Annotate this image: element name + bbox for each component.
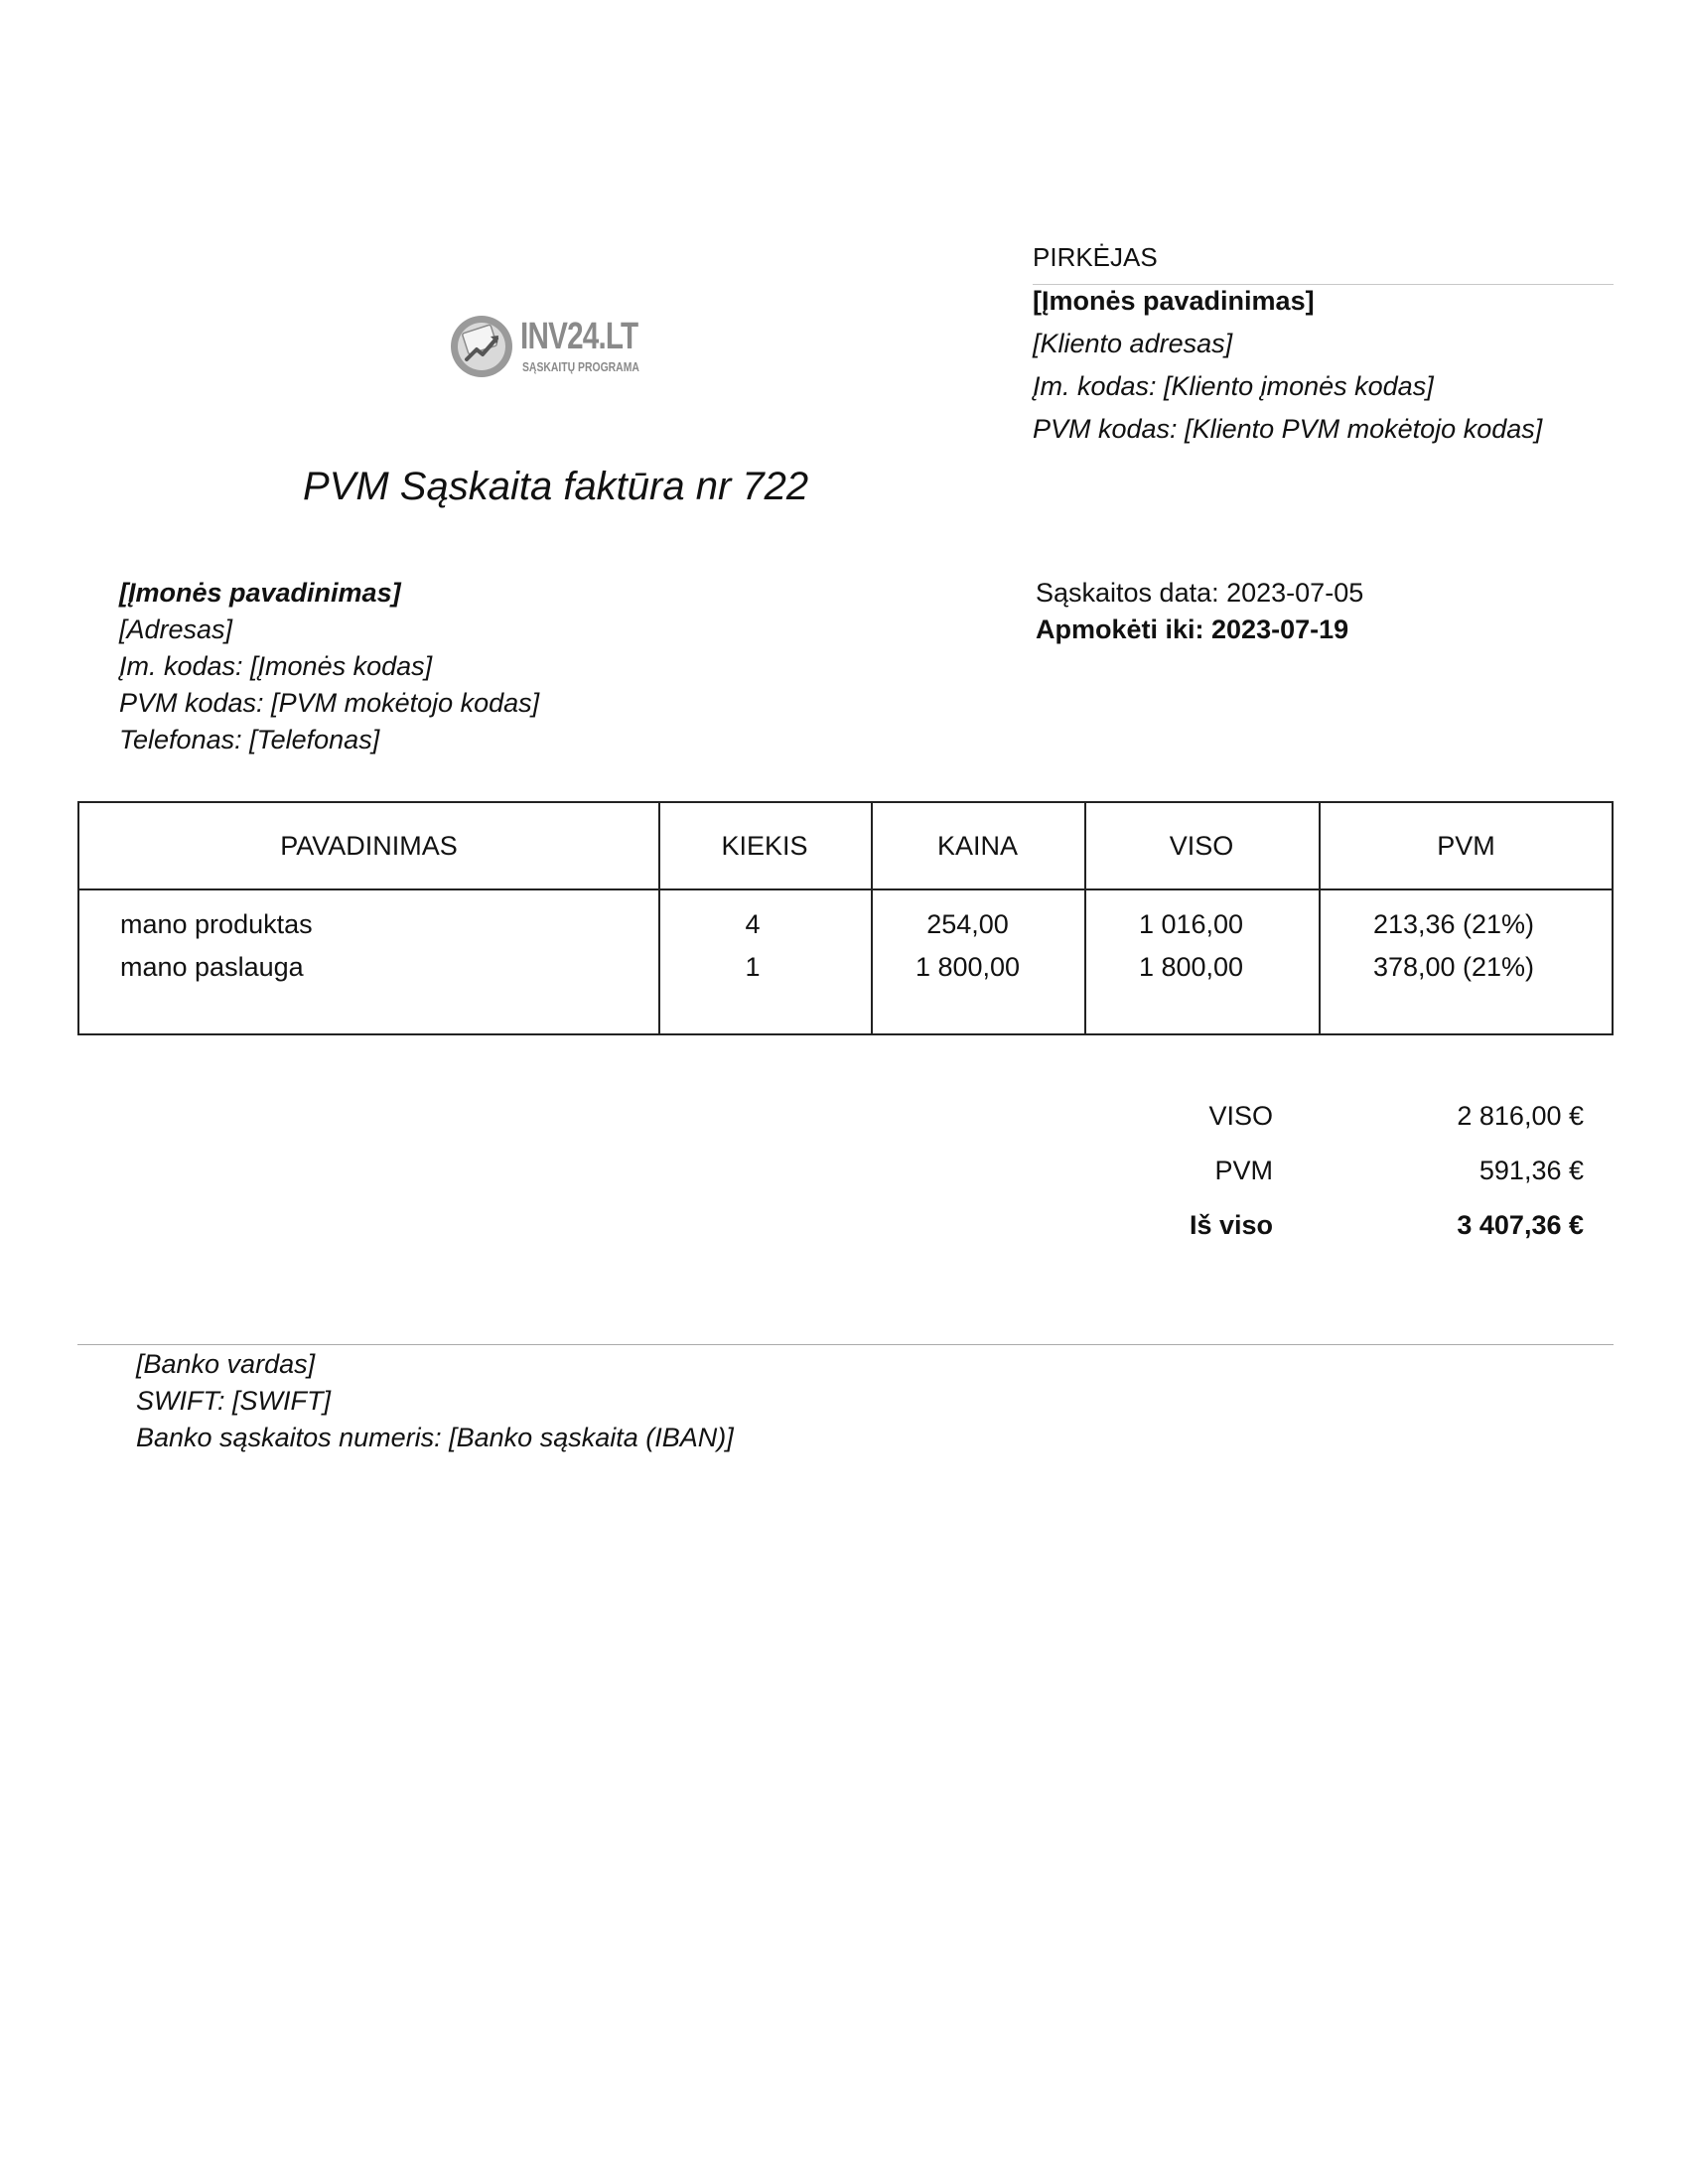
row2-price: 1 800,00 bbox=[914, 952, 1021, 982]
row1-total: 1 016,00 bbox=[1138, 909, 1244, 939]
buyer-company-code: Įm. kodas: [Kliento įmonės kodas] bbox=[1033, 371, 1434, 401]
seller-company-code: Įm. kodas: [Įmonės kodas] bbox=[119, 651, 433, 681]
seller-phone: Telefonas: [Telefonas] bbox=[119, 725, 380, 754]
subtotal-value: 2 816,00 € bbox=[1457, 1101, 1584, 1131]
row1-vat: 213,36 (21%) bbox=[1372, 909, 1535, 939]
header-quantity: KIEKIS bbox=[721, 830, 808, 861]
logo-tagline: SĄSKAITŲ PROGRAMA bbox=[522, 359, 639, 374]
header-price: KAINA bbox=[936, 830, 1019, 861]
logo-emblem-icon bbox=[447, 312, 516, 381]
bank-account: Banko sąskaitos numeris: [Banko sąskaita (IBAN)] bbox=[136, 1423, 734, 1452]
row1-quantity: 4 bbox=[745, 909, 761, 939]
grand-total-value: 3 407,36 € bbox=[1457, 1210, 1584, 1240]
invoice-date: Sąskaitos data: 2023-07-05 bbox=[1036, 578, 1364, 608]
row1-name: mano produktas bbox=[120, 909, 313, 939]
footer-divider bbox=[77, 1344, 1614, 1345]
vat-label: PVM bbox=[1214, 1156, 1273, 1185]
seller-vat-code: PVM kodas: [PVM mokėtojo kodas] bbox=[119, 688, 540, 718]
invoice-title: PVM Sąskaita faktūra nr 722 bbox=[303, 465, 809, 508]
row2-quantity: 1 bbox=[745, 952, 761, 982]
buyer-company: [Įmonės pavadinimas] bbox=[1033, 286, 1315, 316]
vat-value: 591,36 € bbox=[1478, 1156, 1584, 1185]
header-name: PAVADINIMAS bbox=[280, 830, 458, 861]
seller-address: [Adresas] bbox=[119, 614, 233, 644]
buyer-address: [Kliento adresas] bbox=[1033, 329, 1233, 358]
items-table bbox=[77, 801, 1614, 1035]
grand-total-label: Iš viso bbox=[1189, 1210, 1273, 1240]
buyer-divider bbox=[1033, 284, 1614, 285]
bank-name: [Banko vardas] bbox=[136, 1349, 316, 1379]
buyer-heading: PIRKĖJAS bbox=[1033, 242, 1158, 272]
due-date: Apmokėti iki: 2023-07-19 bbox=[1036, 614, 1349, 644]
header-total: VISO bbox=[1169, 830, 1234, 861]
seller-company: [Įmonės pavadinimas] bbox=[119, 578, 401, 608]
row2-vat: 378,00 (21%) bbox=[1372, 952, 1535, 982]
company-logo bbox=[447, 308, 655, 387]
row1-price: 254,00 bbox=[926, 909, 1009, 939]
buyer-vat-code: PVM kodas: [Kliento PVM mokėtojo kodas] bbox=[1033, 414, 1543, 444]
logo-wordmark: INV24.LT bbox=[520, 316, 638, 357]
subtotal-label: VISO bbox=[1208, 1101, 1273, 1131]
header-vat: PVM bbox=[1437, 830, 1495, 861]
row2-total: 1 800,00 bbox=[1138, 952, 1244, 982]
bank-swift: SWIFT: [SWIFT] bbox=[136, 1386, 331, 1416]
row2-name: mano paslauga bbox=[120, 952, 304, 982]
